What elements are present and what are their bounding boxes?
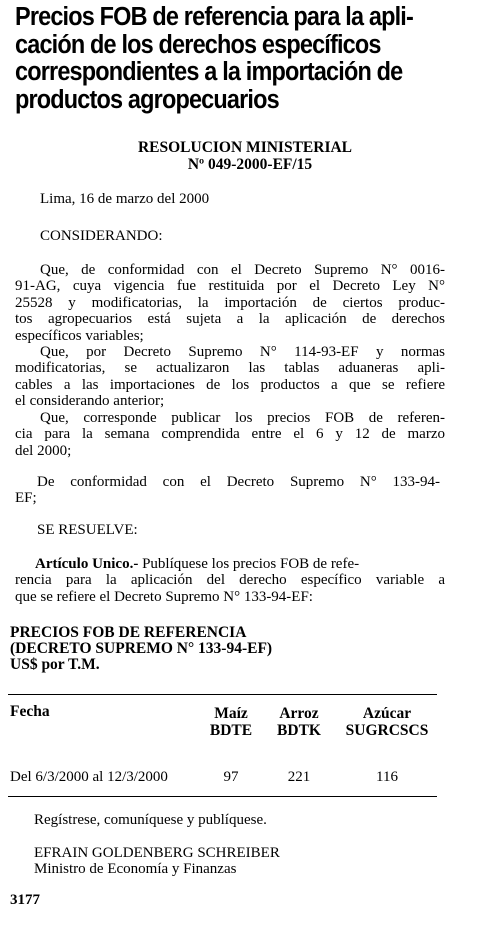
precios-title-line-1: PRECIOS FOB DE REFERENCIA <box>10 624 247 641</box>
paragraph-1-line-4: tos agropecuarios está sujeta a la aplicación de derechos <box>15 311 445 328</box>
paragraph-1-line-5: específicos variables; <box>15 327 144 344</box>
page-number: 3177 <box>10 892 40 908</box>
precios-title <box>10 625 272 673</box>
table-top-rule <box>8 694 437 695</box>
paragraph-3-line-2: cia para la semana comprendida entre el 6 y 12 de marzo <box>15 426 445 443</box>
paragraph-1-line-3: 25528 y modificatorias, la importación de ciertos produc- <box>15 294 445 311</box>
paragraph-2 <box>15 344 445 410</box>
paragraph-4 <box>15 474 440 507</box>
table-row-arroz: 221 <box>287 769 311 785</box>
paragraph-2-line-4: el considerando anterior; <box>15 393 165 410</box>
column-header-fecha: Fecha <box>10 703 50 720</box>
articulo-unico <box>15 556 445 605</box>
table-row-azucar: 116 <box>376 769 398 785</box>
table-row-fecha: Del 6/3/2000 al 12/3/2000 <box>10 769 168 785</box>
precios-title-line-2: (DECRETO SUPREMO N° 133-94-EF) <box>10 640 273 657</box>
column-header-maiz <box>200 705 262 739</box>
column-header-arroz <box>268 705 330 739</box>
column-header-azucar <box>334 705 440 739</box>
paragraph-1-line-1: Que, de conformidad con el Decreto Supremo N° 0016- <box>40 262 445 278</box>
paragraph-2-line-1: Que, por Decreto Supremo N° 114-93-EF y normas <box>40 344 445 360</box>
precios-title-line-3: US$ por T.M. <box>10 656 100 673</box>
se-resuelve-heading: SE RESUELVE: <box>37 522 138 538</box>
table-row-maiz: 97 <box>223 769 239 785</box>
headline-line-1: Precios FOB de referencia para la apli- <box>15 3 413 31</box>
closing-registrese: Regístrese, comuníquese y publíquese. <box>34 812 267 828</box>
paragraph-2-line-3: cables a las importaciones de los productos a que se refiere <box>15 376 445 393</box>
date-line: Lima, 16 de marzo del 2000 <box>40 191 210 207</box>
signatory-title: Ministro de Economía y Finanzas <box>34 861 237 877</box>
table-bottom-rule <box>8 796 437 797</box>
column-header-maiz-sub: BDTE <box>209 722 253 739</box>
paragraph-3-line-1: Que, corresponde publicar los precios FOB de referen- <box>40 410 445 426</box>
column-header-azucar-label: Azúcar <box>362 705 412 722</box>
column-header-maiz-label: Maíz <box>214 705 248 722</box>
resolution-number: Nº 049-2000-EF/15 <box>187 156 313 173</box>
column-header-arroz-label: Arroz <box>279 705 319 722</box>
articulo-label: Artículo Unico.- <box>35 556 139 572</box>
column-header-azucar-sub: SUGRCSCS <box>345 722 429 739</box>
column-header-arroz-sub: BDTK <box>277 722 321 739</box>
paragraph-3-line-3: del 2000; <box>15 442 72 459</box>
articulo-line-1 <box>15 556 445 572</box>
headline-line-3: correspondientes a la importación de <box>15 58 403 86</box>
paragraph-1-line-2: 91-AG, cuya vigencia fue restituida por el Decreto Ley N° <box>15 278 445 295</box>
resolution-type: RESOLUCION MINISTERIAL <box>137 139 353 156</box>
headline-line-4: productos agropecuarios <box>15 85 279 114</box>
articulo-line-2: rencia para la aplicación del derecho específico variable a <box>15 572 445 589</box>
paragraph-3 <box>15 410 445 459</box>
headline <box>15 4 440 114</box>
signatory-name: EFRAIN GOLDENBERG SCHREIBER <box>34 845 280 861</box>
paragraph-4-line-1: De conformidad con el Decreto Supremo N° 133-94- <box>37 474 440 490</box>
articulo-line-3: que se refiere el Decreto Supremo N° 133-94-EF: <box>15 588 313 605</box>
paragraph-1 <box>15 262 445 344</box>
articulo-line-1-text: Publíquese los precios FOB de refe- <box>138 556 360 572</box>
considerando-heading: CONSIDERANDO: <box>40 228 163 244</box>
headline-line-2: cación de los derechos específicos <box>15 30 381 59</box>
paragraph-4-line-2: EF; <box>15 490 37 507</box>
paragraph-2-line-2: modificatorias, se actualizaron las tablas aduaneras apli- <box>15 360 445 377</box>
